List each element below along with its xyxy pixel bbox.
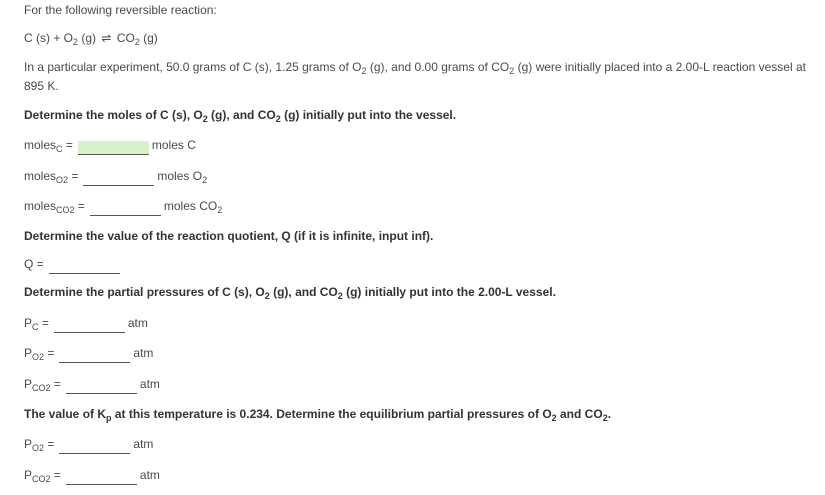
question-moles: Determine the moles of C (s), $O_2$ (g), and $CO_2$ (g) initially put into the vessel. <box>24 108 457 124</box>
question-equilibrium-pressures: The value of $K_p$ at this temperature is 0.234. Determine the equilibrium partial pressures of $O_2$ and $CO_2$. <box>24 407 612 423</box>
eq-pressure-co2-row: $P_{CO2}$ = atm <box>24 468 160 484</box>
pressure-o2-input[interactable] <box>59 349 130 363</box>
pressure-c-input[interactable] <box>54 319 125 333</box>
q-input[interactable] <box>49 260 120 274</box>
eq-pressure-o2-row: $P_{O2}$ = atm <box>24 437 154 453</box>
reaction-equation: C $(s) + O_2$ (g) ⇌ $CO_2$ (g) <box>24 31 158 47</box>
pressure-co2-row: $P_{CO2}$ = atm <box>24 377 160 393</box>
moles-o2-input[interactable] <box>83 172 154 186</box>
pressure-co2-input[interactable] <box>66 380 137 394</box>
moles-c-row: moles$_C$ = moles C <box>24 138 196 154</box>
eq-pressure-co2-input[interactable] <box>66 471 137 485</box>
intro-text: For the following reversible reaction: <box>24 3 217 17</box>
question-reaction-quotient: Determine the value of the reaction quotient, Q (if it is infinite, input inf). <box>24 229 434 243</box>
moles-co2-row: moles$_{CO2}$ = moles $CO_2$ <box>24 199 223 215</box>
pressure-c-row: $P_C$ = atm <box>24 316 148 332</box>
q-row: Q = <box>24 257 819 274</box>
equilibrium-arrow-icon: ⇌ <box>101 31 112 45</box>
moles-o2-row: moles$_{O2}$ = moles $O_2$ <box>24 169 208 185</box>
moles-co2-input[interactable] <box>90 202 161 216</box>
question-partial-pressures: Determine the partial pressures of C (s), $O_2$ (g), and $CO_2$ (g) initially put into the 2.00-L vessel. <box>24 285 556 301</box>
pressure-o2-row: $P_{O2}$ = atm <box>24 346 154 362</box>
experiment-description: In a particular experiment, 50.0 grams of C (s), 1.25 grams of $O_2$ (g), and 0.00 grams of $CO_2$ (g) were initially placed into a 2.00-L reaction vessel at 895 K. <box>24 60 806 93</box>
eq-pressure-o2-input[interactable] <box>59 440 130 454</box>
moles-c-input[interactable] <box>78 141 149 155</box>
